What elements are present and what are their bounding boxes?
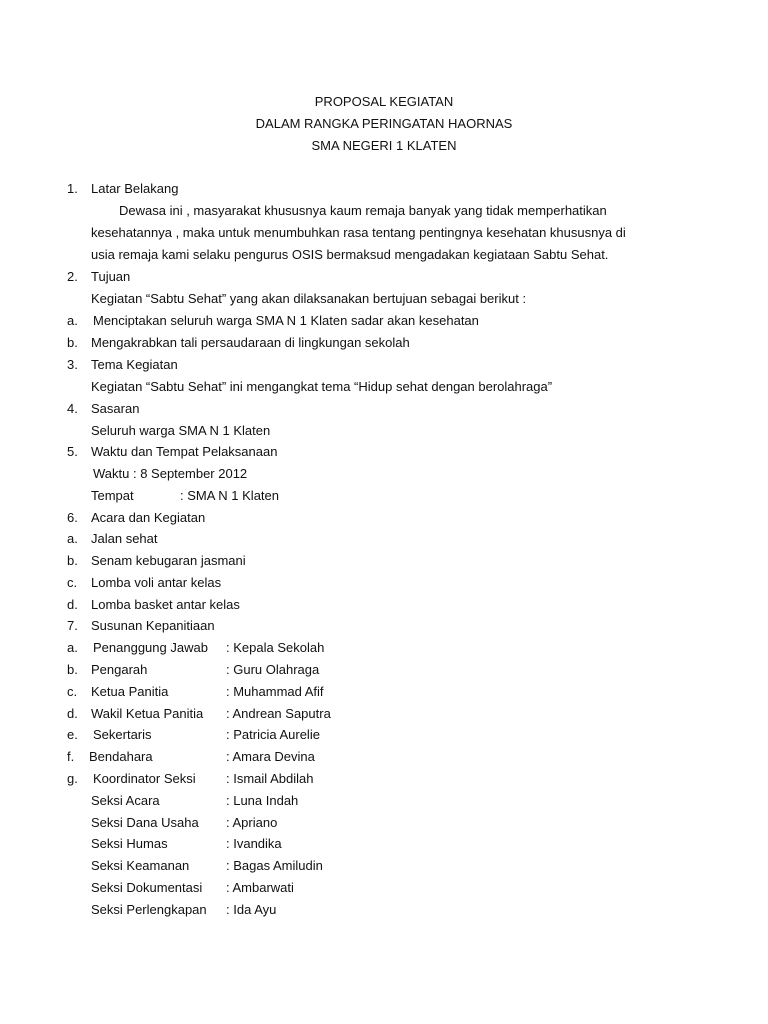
- committee-role: Seksi Perlengkapan: [91, 902, 207, 917]
- section-number: 6.: [67, 510, 78, 525]
- section-number: 5.: [67, 444, 78, 459]
- list-item: Jalan sehat: [91, 531, 158, 546]
- committee-name: : Ismail Abdilah: [226, 771, 314, 786]
- waktu-line: Waktu : 8 September 2012: [93, 466, 248, 481]
- section-heading: Tujuan: [91, 269, 131, 284]
- committee-name: : Kepala Sekolah: [226, 640, 325, 655]
- committee-name: : Ambarwati: [226, 880, 294, 895]
- list-marker: f.: [67, 749, 75, 764]
- section-heading: Sasaran: [91, 401, 140, 416]
- section-number: 2.: [67, 269, 78, 284]
- list-marker: c.: [67, 684, 78, 699]
- title-line-3: SMA NEGERI 1 KLATEN: [311, 138, 457, 153]
- section-number: 4.: [67, 401, 78, 416]
- list-marker: d.: [67, 597, 78, 612]
- committee-role: Koordinator Seksi: [93, 771, 196, 786]
- committee-role: Seksi Dokumentasi: [91, 880, 203, 895]
- section-number: 3.: [67, 357, 78, 372]
- list-item: Mengakrabkan tali persaudaraan di lingkungan sekolah: [91, 335, 410, 350]
- committee-name: : Amara Devina: [226, 749, 315, 764]
- list-item: Senam kebugaran jasmani: [91, 553, 246, 568]
- paragraph-line: Seluruh warga SMA N 1 Klaten: [91, 423, 271, 438]
- list-item: Lomba basket antar kelas: [91, 597, 240, 612]
- section-number: 1.: [67, 181, 78, 196]
- committee-role: Sekertaris: [93, 727, 152, 742]
- list-marker: b.: [67, 553, 78, 568]
- section-heading: Acara dan Kegiatan: [91, 510, 206, 525]
- list-marker: a.: [67, 640, 78, 655]
- title-line-2: DALAM RANGKA PERINGATAN HAORNAS: [255, 116, 513, 131]
- section-number: 7.: [67, 618, 78, 633]
- paragraph-line: usia remaja kami selaku pengurus OSIS bermaksud mengadakan kegiataan Sabtu Sehat.: [91, 247, 609, 262]
- committee-role: Seksi Humas: [91, 836, 168, 851]
- committee-name: : Andrean Saputra: [226, 706, 331, 721]
- committee-role: Pengarah: [91, 662, 148, 677]
- paragraph-line: Kegiatan “Sabtu Sehat” yang akan dilaksanakan bertujuan sebagai berikut :: [91, 291, 527, 306]
- section-heading: Susunan Kepanitiaan: [91, 618, 215, 633]
- committee-name: : Apriano: [226, 815, 278, 830]
- list-marker: b.: [67, 335, 78, 350]
- committee-name: : Ida Ayu: [226, 902, 277, 917]
- section-heading: Tema Kegiatan: [91, 357, 178, 372]
- tempat-label: Tempat: [91, 488, 134, 503]
- committee-role: Penanggung Jawab: [93, 640, 208, 655]
- committee-name: : Patricia Aurelie: [226, 727, 320, 742]
- paragraph-line: kesehatannya , maka untuk menumbuhkan rasa tentang pentingnya kesehatan khususnya di: [91, 225, 626, 240]
- committee-role: Seksi Dana Usaha: [91, 815, 199, 830]
- list-item: Menciptakan seluruh warga SMA N 1 Klaten sadar akan kesehatan: [93, 313, 479, 328]
- list-marker: c.: [67, 575, 78, 590]
- paragraph-line: Kegiatan “Sabtu Sehat” ini mengangkat tema “Hidup sehat dengan berolahraga”: [91, 379, 553, 394]
- list-marker: b.: [67, 662, 78, 677]
- committee-role: Ketua Panitia: [91, 684, 169, 699]
- paragraph-line: Dewasa ini , masyarakat khususnya kaum remaja banyak yang tidak memperhatikan: [119, 203, 607, 218]
- committee-name: : Ivandika: [226, 836, 282, 851]
- section-heading: Latar Belakang: [91, 181, 179, 196]
- list-marker: g.: [67, 771, 78, 786]
- committee-role: Seksi Keamanan: [91, 858, 190, 873]
- list-marker: d.: [67, 706, 78, 721]
- list-marker: e.: [67, 727, 78, 742]
- committee-role: Seksi Acara: [91, 793, 160, 808]
- committee-name: : Guru Olahraga: [226, 662, 320, 677]
- section-heading: Waktu dan Tempat Pelaksanaan: [91, 444, 278, 459]
- committee-name: : Bagas Amiludin: [226, 858, 323, 873]
- committee-role: Wakil Ketua Panitia: [91, 706, 204, 721]
- list-marker: a.: [67, 531, 78, 546]
- committee-name: : Luna Indah: [226, 793, 299, 808]
- title-line-1: PROPOSAL KEGIATAN: [314, 94, 454, 109]
- committee-role: Bendahara: [89, 749, 153, 764]
- committee-name: : Muhammad Afif: [226, 684, 324, 699]
- tempat-value: : SMA N 1 Klaten: [180, 488, 279, 503]
- list-marker: a.: [67, 313, 78, 328]
- list-item: Lomba voli antar kelas: [91, 575, 222, 590]
